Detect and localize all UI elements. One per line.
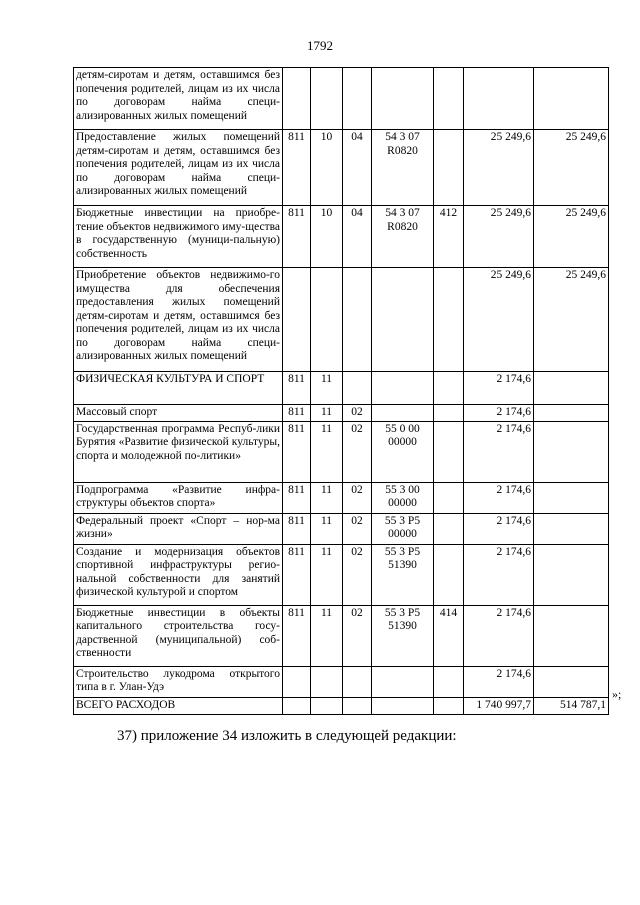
row-name: Федеральный проект «Спорт – нор-ма жизни» (74, 513, 283, 544)
table-row (74, 666, 609, 697)
row-sum2 (534, 513, 609, 544)
row-pr: 02 (343, 405, 372, 422)
row-sum2 (534, 68, 609, 130)
row-csr (372, 372, 434, 405)
row-pr: 04 (343, 130, 372, 206)
row-sum2 (534, 421, 609, 482)
page-number: 1792 (307, 38, 333, 53)
row-glav: 811 (283, 482, 311, 513)
row-pr (343, 697, 372, 714)
table-row (74, 605, 609, 666)
row-pr: 02 (343, 482, 372, 513)
row-pr: 02 (343, 605, 372, 666)
row-pr: 02 (343, 421, 372, 482)
row-csr: 55 3 P5 00000 (372, 513, 434, 544)
row-csr: 55 0 00 00000 (372, 421, 434, 482)
row-pr: 04 (343, 206, 372, 268)
row-name: детям-сиротам и детям, оставшимся без попечения родителей, лицам из их числа по договорам найма специ-ализированных жилых помещений (74, 68, 283, 130)
row-sum1: 2 174,6 (464, 372, 534, 405)
row-glav (283, 268, 311, 372)
row-pr (343, 68, 372, 130)
row-csr: 54 3 07 R0820 (372, 130, 434, 206)
row-name: Массовый спорт (74, 405, 283, 422)
row-name: Создание и модернизация объектов спортивной инфраструктуры регио-нальной собственности для занятий физической культурой и спортом (74, 544, 283, 605)
row-pr: 02 (343, 544, 372, 605)
row-sum1: 25 249,6 (464, 206, 534, 268)
row-csr (372, 405, 434, 422)
table-row-total (74, 697, 609, 714)
row-glav (283, 697, 311, 714)
row-csr (372, 666, 434, 697)
row-sum2: 25 249,6 (534, 206, 609, 268)
table-row (74, 482, 609, 513)
row-sum1: 2 174,6 (464, 666, 534, 697)
row-vr: 412 (434, 206, 464, 268)
row-rz: 11 (311, 605, 343, 666)
row-glav: 811 (283, 544, 311, 605)
row-pr (343, 666, 372, 697)
row-sum1: 2 174,6 (464, 544, 534, 605)
row-name: Подпрограмма «Развитие инфра-структуры объектов спорта» (74, 482, 283, 513)
row-vr (434, 372, 464, 405)
row-vr: 414 (434, 605, 464, 666)
row-csr (372, 68, 434, 130)
row-sum2 (534, 605, 609, 666)
table-row (74, 130, 609, 206)
row-sum1: 25 249,6 (464, 130, 534, 206)
row-name: Приобретение объектов недвижимо-го имущества для обеспечения предоставления жилых помещений детям-сиротам и детям, оставшимся без попечения родителей, лицам из их числа по договорам найма специ-ализированных жилых помещений (74, 268, 283, 372)
row-glav (283, 68, 311, 130)
row-glav: 811 (283, 405, 311, 422)
row-csr: 55 3 00 00000 (372, 482, 434, 513)
row-vr (434, 130, 464, 206)
row-vr (434, 421, 464, 482)
row-sum2: 25 249,6 (534, 268, 609, 372)
row-rz: 11 (311, 372, 343, 405)
row-pr (343, 268, 372, 372)
row-name: ВСЕГО РАСХОДОВ (74, 697, 283, 714)
row-name: Бюджетные инвестиции в объекты капитального строительства госу-дарственной (муниципальной) соб-ственности (74, 605, 283, 666)
budget-table (73, 67, 609, 715)
row-glav: 811 (283, 605, 311, 666)
row-rz: 11 (311, 421, 343, 482)
row-sum2 (534, 666, 609, 697)
row-sum2: 25 249,6 (534, 130, 609, 206)
row-rz: 10 (311, 130, 343, 206)
closing-quote-mark: »; (612, 687, 622, 701)
table-row (74, 68, 609, 130)
row-rz: 11 (311, 513, 343, 544)
row-rz (311, 68, 343, 130)
row-name: ФИЗИЧЕСКАЯ КУЛЬТУРА И СПОРТ (74, 372, 283, 405)
row-rz: 11 (311, 482, 343, 513)
row-csr: 54 3 07 R0820 (372, 206, 434, 268)
row-sum1: 2 174,6 (464, 421, 534, 482)
row-sum1 (464, 68, 534, 130)
row-glav: 811 (283, 372, 311, 405)
row-name: Государственная программа Респуб-лики Бурятия «Развитие физической культуры, спорта и молодежной по-литики» (74, 421, 283, 482)
row-sum2 (534, 482, 609, 513)
row-sum2: 514 787,1 (534, 697, 609, 714)
row-glav (283, 666, 311, 697)
table-row (74, 268, 609, 372)
table-row (74, 513, 609, 544)
row-rz (311, 666, 343, 697)
row-glav: 811 (283, 421, 311, 482)
row-sum1: 2 174,6 (464, 605, 534, 666)
table-body (74, 68, 609, 715)
row-name: Бюджетные инвестиции на приобре-тение объектов недвижимого иму-щества в государственную (муници-пальную) собственность (74, 206, 283, 268)
row-sum2 (534, 544, 609, 605)
row-csr (372, 268, 434, 372)
row-rz (311, 268, 343, 372)
row-rz (311, 697, 343, 714)
row-glav: 811 (283, 513, 311, 544)
amendment-text: 37) приложение 34 изложить в следующей редакции: (117, 728, 457, 744)
row-sum1: 2 174,6 (464, 482, 534, 513)
row-vr (434, 697, 464, 714)
row-rz: 11 (311, 405, 343, 422)
row-csr: 55 3 P5 51390 (372, 605, 434, 666)
row-vr (434, 405, 464, 422)
row-vr (434, 268, 464, 372)
row-pr: 02 (343, 513, 372, 544)
row-csr: 55 3 P5 51390 (372, 544, 434, 605)
table-row (74, 421, 609, 482)
row-sum2 (534, 372, 609, 405)
row-vr (434, 513, 464, 544)
row-rz: 11 (311, 544, 343, 605)
row-glav: 811 (283, 130, 311, 206)
row-name: Предоставление жилых помещений детям-сиротам и детям, оставшимся без попечения родителей, лицам из их числа по договорам найма специ-ализированных жилых помещений (74, 130, 283, 206)
row-rz: 10 (311, 206, 343, 268)
row-sum1: 2 174,6 (464, 405, 534, 422)
row-vr (434, 68, 464, 130)
table-row (74, 206, 609, 268)
row-sum2 (534, 405, 609, 422)
row-glav: 811 (283, 206, 311, 268)
row-pr (343, 372, 372, 405)
row-vr (434, 544, 464, 605)
row-sum1: 25 249,6 (464, 268, 534, 372)
table-row (74, 544, 609, 605)
row-csr (372, 697, 434, 714)
row-vr (434, 482, 464, 513)
row-sum1: 2 174,6 (464, 513, 534, 544)
table-row (74, 372, 609, 405)
row-name: Строительство лукодрома открытого типа в г. Улан-Удэ (74, 666, 283, 697)
row-sum1: 1 740 997,7 (464, 697, 534, 714)
table-row (74, 405, 609, 422)
row-vr (434, 666, 464, 697)
